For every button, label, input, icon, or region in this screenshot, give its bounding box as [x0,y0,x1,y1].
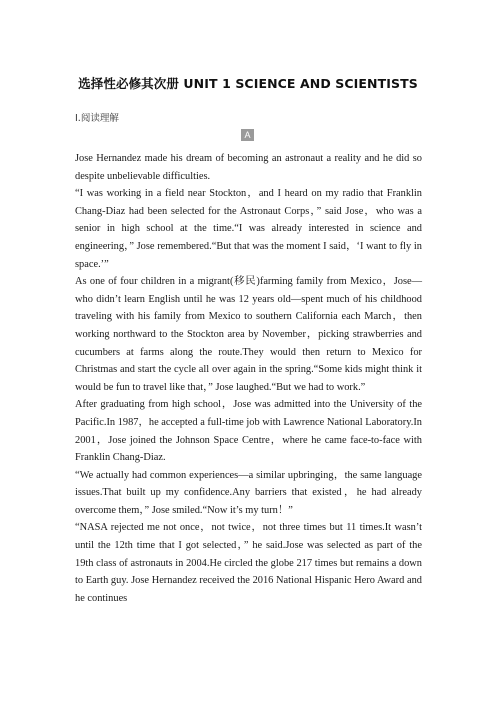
passage-paragraph: Jose Hernandez made his dream of becoming an astronaut a reality and he did so despite unbelievable difficulties. [75,153,422,182]
passage-paragraph: “NASA rejected me not once，not twice，not three times but 11 times.It wasn’t until the 12th time that I got selected，” he said.Jose was selected as part of the 19th class of astronauts in 2004.He circled the globe 217 times but remains a down to Earth guy. Jose Hernandez received the 2016 National Hispanic Hero Award and he continues [75,522,422,604]
passage-paragraph: “We actually had common experiences—a similar upbringing，the same language issues.That built up my confidence.Any barriers that existed，he had already overcome them，” Jose smiled.“Now it’s my turn！” [75,469,422,516]
passage-paragraph: “I was working in a field near Stockton，and I heard on my radio that Franklin Chang-Diaz had been selected for the Astronaut Corps，” said Jose，who was a senior in high school at the time.“I was already interested in science and engineering，” Jose remembered.“But that was the moment I said，‘I want to fly in space.’” [75,188,422,270]
page-title: 选择性必修其次册 UNIT 1 SCIENCE AND SCIENTISTS [78,76,418,91]
passage-paragraph: As one of four children in a migrant(移民)farming family from Mexico，Jose—who didn’t learn English until he was 12 years old—spent much of his childhood traveling with his family from Mexico to southern California each March，then working northward to the Stockton area by November，picking strawberries and cucumbers at farms along the route.They would then return to Mexico for Christmas and start the cycle all over again in the spring.“Some kids might think it would be fun to travel like that，” Jose laughed.“But we had to work.” [75,276,422,393]
section-heading: Ⅰ.阅读理解 [75,113,119,124]
passage-paragraph: After graduating from high school，Jose was admitted into the University of the Pacific.In 1987，he accepted a full-time job with Lawrence National Laboratory.In 2001，Jose joined the Johnson Space Centre，where he came face-to-face with Franklin Chang-Diaz. [75,399,422,464]
passage-body [75,150,422,607]
passage-label-badge: A [241,129,254,141]
